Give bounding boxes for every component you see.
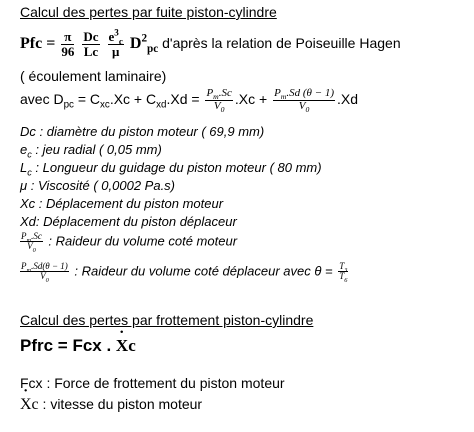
def-ec: $e_c$ : jeu radial ( 0,05 mm): [20, 142, 162, 160]
fraction-stiffness-displacer: $\frac{P_m.Sd(\theta - 1)}{V_0}$: [21, 261, 68, 285]
dpc-squared: $D^2_{pc}$: [129, 32, 159, 55]
def-xd: Xd: Déplacement du piston déplaceur: [20, 214, 237, 229]
def-lc: $L_c$ : Longueur du guidage du piston moteur ( 80 mm): [20, 160, 322, 178]
def-fcx: Fcx : Force de frottement du piston moteur: [20, 375, 285, 391]
fraction-pi-96: $\frac{\pi}{96}$: [61, 29, 75, 59]
pfrc-formula: Pfrc = Fcx . ˙ Xc: [20, 336, 136, 356]
def-dc: Dc : diamètre du piston moteur ( 69,9 mm): [20, 124, 265, 139]
poiseuille-text: d'après la relation de Poiseuille Hagen: [158, 34, 401, 51]
fraction-pm-sc-v0: $\frac{P_m.Sc}{V_0}$: [206, 87, 232, 114]
pfc-formula: [20, 27, 401, 59]
def-mu: μ : Viscosité ( 0,0002 Pa.s): [20, 178, 176, 193]
def-stiffness-displacer: $\frac{P_m.Sd(\theta - 1)}{V_0}$ : Raideur du volume coté déplaceur avec θ = $\frac{T_3}{T_6}$: [21, 261, 348, 285]
laminar-note: ( écoulement laminaire): [20, 68, 167, 84]
section-title-leakage: Calcul des pertes par fuite piston-cylindre: [20, 4, 277, 20]
section-title-friction: Calcul des pertes par frottement piston-cylindre: [20, 312, 314, 328]
dpc-expansion: avec $D_{pc} = C_{xc}.Xc + C_{xd}.Xd$ = $\frac{P_m.Sc}{V_0}$ .Xc + $\frac{P_m.Sd (\theta - 1)}{V_0}$ .Xd: [20, 87, 359, 114]
def-xc: Xc : Déplacement du piston moteur: [20, 196, 224, 211]
xc-dot-symbol: ˙ Xc: [116, 336, 136, 356]
fraction-stiffness-motor: $\frac{P_m.Sc}{V_0}$: [21, 231, 42, 255]
fraction-theta: $\frac{T_3}{T_6}$: [339, 261, 348, 285]
fraction-pm-sd-v0: $\frac{P_m.Sd (\theta - 1)}{V_0}$: [274, 87, 335, 114]
pfc-lhs: Pfc =: [20, 34, 56, 52]
fraction-dc-lc: $\frac{Dc}{Lc}$: [83, 29, 99, 59]
def-xc-dot: ˙ Xc : vitesse du piston moteur: [20, 396, 202, 414]
def-stiffness-motor: $\frac{P_m.Sc}{V_0}$ : Raideur du volume coté moteur: [21, 231, 238, 255]
fraction-ec3-mu: $\frac{e^3_c}{\mu}$: [108, 27, 123, 59]
